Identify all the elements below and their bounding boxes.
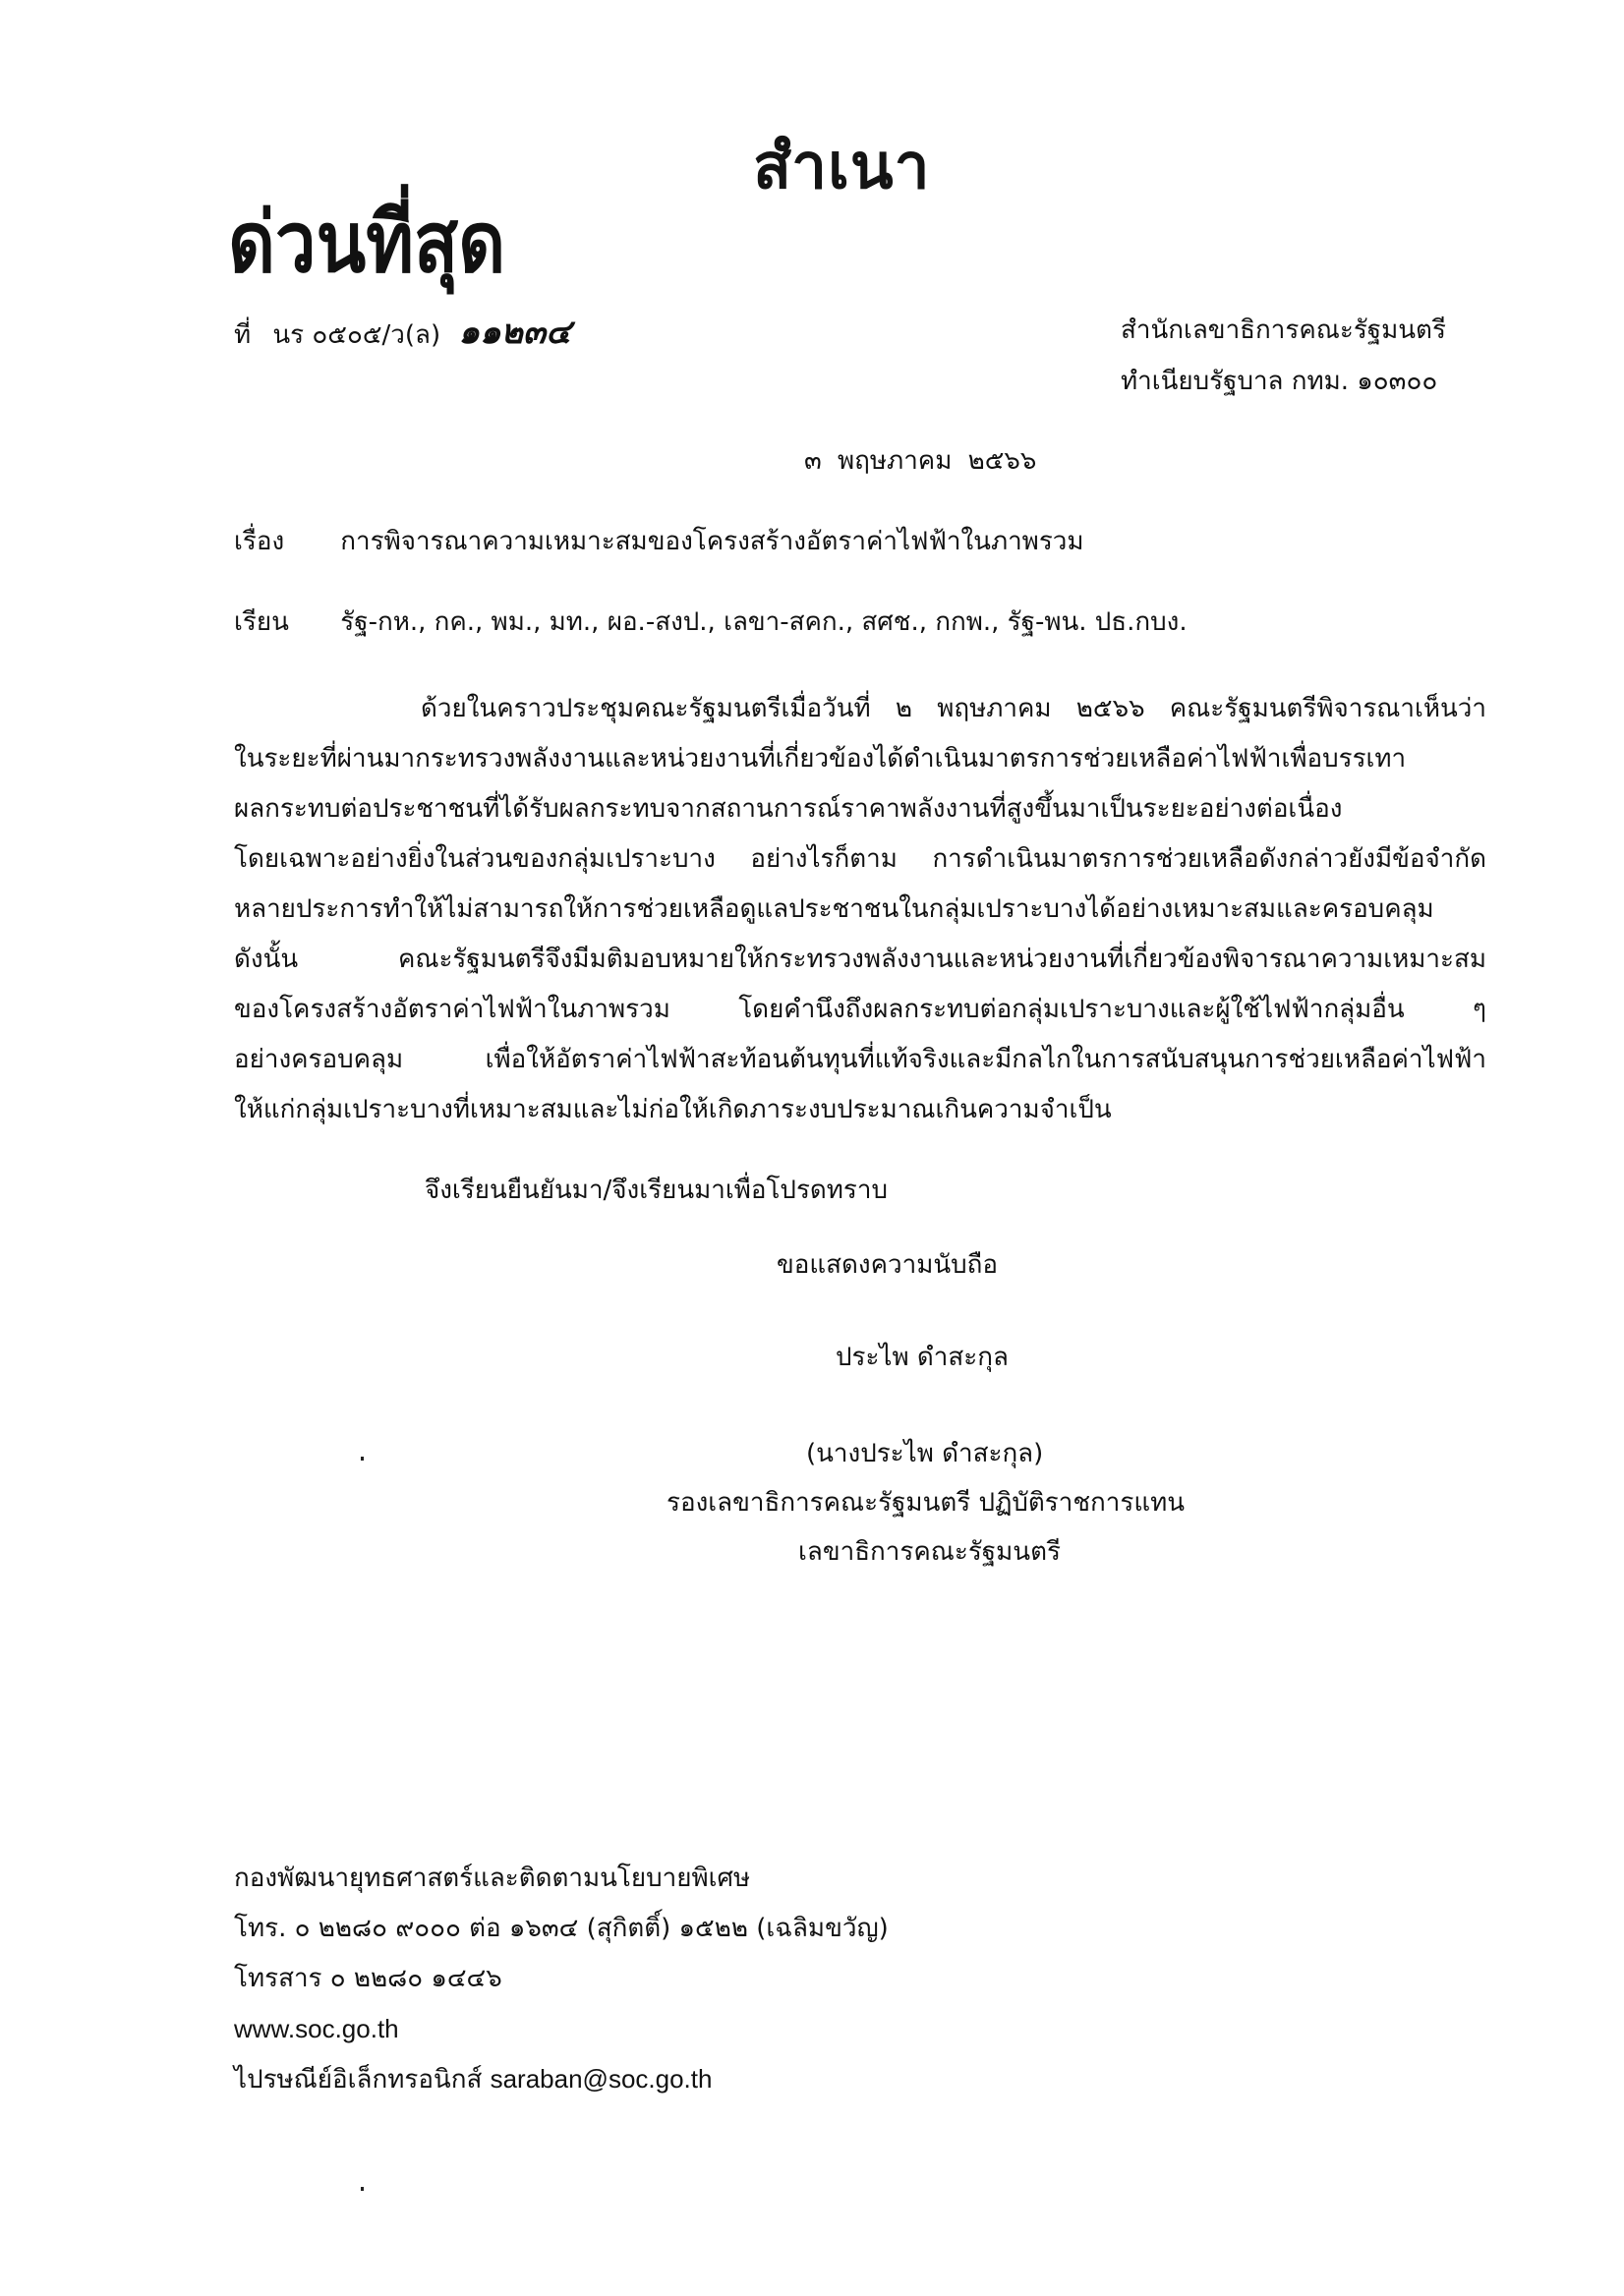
body-line: ผลกระทบต่อประชาชนที่ได้รับผลกระทบจากสถานการณ์ราคาพลังงานที่สูงขึ้นมาเป็นระยะอย่างต่อเนื่อง	[234, 794, 1343, 824]
reference-handwritten-number: ๑๑๒๓๔	[458, 313, 571, 352]
body-line: หลายประการทำให้ไม่สามารถให้การช่วยเหลือดูแลประชาชนในกลุ่มเปราะบางได้อย่างเหมาะสมและครอบคลุม	[234, 894, 1434, 924]
footer-email[interactable]: saraban@soc.go.th	[490, 2064, 713, 2094]
subject-label: เรื่อง	[234, 527, 285, 556]
body-line: โดยเฉพาะอย่างยิ่งในส่วนของกลุ่มเปราะบาง อย่างไรก็ตาม การดำเนินมาตรการช่วยเหลือดังกล่าวยังมีข้อจำกัด	[234, 844, 1486, 874]
issuer-address: ทำเนียบรัฐบาล กทม. ๑๐๓๐๐	[1121, 367, 1438, 396]
scan-speck	[361, 2187, 364, 2191]
copy-stamp: สำเนา	[753, 131, 931, 203]
subject-row	[234, 521, 1084, 561]
closing-request: จึงเรียนยืนยันมา/จึงเรียนมาเพื่อโปรดทราบ	[425, 1176, 888, 1205]
scan-speck	[361, 1457, 364, 1461]
reference-label: ที่	[234, 320, 252, 350]
footer-phone: โทร. ๐ ๒๒๘๐ ๙๐๐๐ ต่อ ๑๖๓๔ (สุกิตติ์) ๑๕๒๒ (เฉลิมขวัญ)	[234, 1914, 889, 1943]
footer-email-row	[234, 2054, 889, 2105]
recipient-row	[234, 602, 1188, 642]
issuer-block	[1121, 305, 1446, 407]
signature-position-line2: เลขาธิการคณะรัฐมนตรี	[798, 1537, 1061, 1567]
body-paragraph	[234, 684, 1486, 1135]
body-line: อย่างครอบคลุม เพื่อให้อัตราค่าไฟฟ้าสะท้อนต้นทุนที่แท้จริงและมีกลไกในการสนับสนุนการช่วยเหลือค่าไฟฟ้า	[234, 1045, 1486, 1074]
signature-signed-name: ประไพ ดำสะกุล	[836, 1343, 1009, 1372]
body-line: ของโครงสร้างอัตราค่าไฟฟ้าในภาพรวม โดยคำนึงถึงผลกระทบต่อกลุ่มเปราะบางและผู้ใช้ไฟฟ้ากลุ่มอื่น ๆ	[234, 995, 1486, 1024]
footer-website[interactable]: www.soc.go.th	[234, 2014, 399, 2043]
footer-email-label: ไปรษณีย์อิเล็กทรอนิกส์	[234, 2065, 483, 2095]
footer-division: กองพัฒนายุทธศาสตร์และติดตามนโยบายพิเศษ	[234, 1864, 751, 1893]
reference-number	[234, 305, 571, 358]
body-line: ด้วยในคราวประชุมคณะรัฐมนตรีเมื่อวันที่ ๒ พฤษภาคม ๒๕๖๖ คณะรัฐมนตรีพิจารณาเห็นว่า	[421, 694, 1486, 723]
issuer-office: สำนักเลขาธิการคณะรัฐมนตรี	[1121, 316, 1446, 345]
document-date: ๓ พฤษภาคม ๒๕๖๖	[804, 446, 1037, 476]
urgency-label: ด่วนที่สุด	[228, 194, 506, 292]
footer-fax: โทรสาร ๐ ๒๒๘๐ ๑๔๔๖	[234, 1964, 502, 1993]
body-line: ในระยะที่ผ่านมากระทรวงพลังงานและหน่วยงานที่เกี่ยวข้องได้ดำเนินมาตรการช่วยเหลือค่าไฟฟ้าเพื่อบรรเทา	[234, 744, 1407, 774]
recipient-value: รัฐ-กห., กค., พม., มท., ผอ.-สงป., เลขา-สคก., สศช., กกพ., รัฐ-พน. ปธ.กบง.	[340, 607, 1188, 637]
recipient-label: เรียน	[234, 607, 289, 637]
signature-position-line1: รองเลขาธิการคณะรัฐมนตรี ปฏิบัติราชการแทน	[667, 1488, 1185, 1518]
contact-footer	[234, 1854, 889, 2105]
body-line: ดังนั้น คณะรัฐมนตรีจึงมีมติมอบหมายให้กระทรวงพลังงานและหน่วยงานที่เกี่ยวข้องพิจารณาความเหมาะสม	[234, 945, 1486, 974]
signature-regards: ขอแสดงความนับถือ	[777, 1250, 998, 1280]
body-line: ให้แก่กลุ่มเปราะบางที่เหมาะสมและไม่ก่อให้เกิดภาระงบประมาณเกินความจำเป็น	[234, 1095, 1112, 1124]
subject-value: การพิจารณาความเหมาะสมของโครงสร้างอัตราค่าไฟฟ้าในภาพรวม	[340, 527, 1084, 556]
signature-full-name: (นางประไพ ดำสะกุล)	[806, 1439, 1044, 1468]
reference-code: นร ๐๕๐๕/ว(ล)	[272, 320, 441, 350]
